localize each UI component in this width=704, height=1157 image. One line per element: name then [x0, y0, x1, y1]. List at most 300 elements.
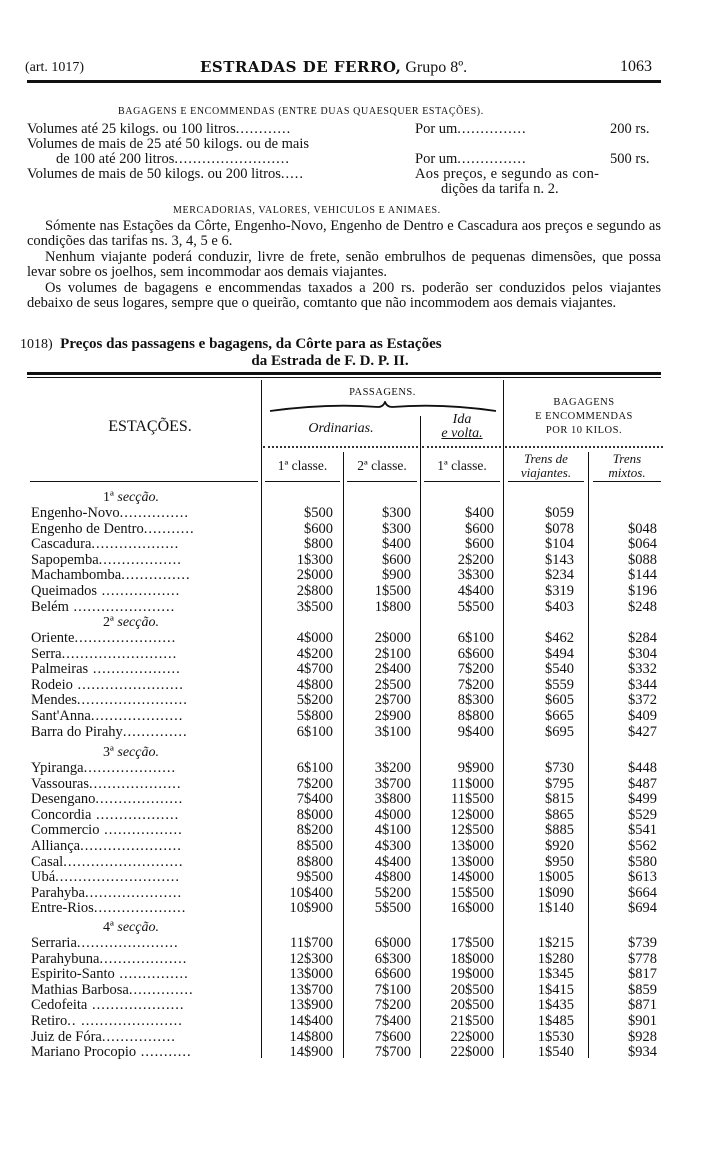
fare-1st-class: 10$900 [289, 900, 333, 917]
station-name [31, 506, 259, 521]
fare-return-1st-class: 14$000 [450, 869, 494, 886]
fare-return-1st-class: 21$500 [450, 1013, 494, 1029]
dot-leader: ............... [121, 568, 191, 584]
table-title-line-1: Preços das passagens e bagagens, da Côrte para as Estações [60, 336, 442, 352]
station-name [31, 855, 259, 870]
dot-leader: ................... [99, 951, 188, 967]
dot-leader: ..................... [84, 885, 183, 901]
fare-1st-class: 14$400 [289, 1013, 333, 1029]
section-ordinal: 3ª [103, 745, 114, 760]
header-bottom-rule [593, 481, 661, 482]
fare-1st-class: 2$000 [296, 567, 333, 584]
fare-2nd-class: 7$700 [374, 1044, 411, 1061]
dot-leader: .............. [128, 982, 194, 998]
dot-leader: ................ [101, 1029, 176, 1045]
fare-1st-class: 6$100 [296, 760, 333, 776]
baggage-passenger-trains: $730 [545, 760, 574, 776]
baggage-passenger-trains: $403 [545, 598, 574, 615]
baggage-passenger-trains: $104 [545, 536, 574, 553]
dot-leader: ............ [235, 121, 292, 137]
station-name [31, 1045, 259, 1060]
fare-1st-class: 2$800 [296, 583, 333, 599]
fare-return-1st-class: 7$200 [457, 676, 494, 693]
baggage-mixed-trains: $196 [628, 583, 657, 599]
station-label: Oriente [31, 631, 75, 646]
table-row [0, 1045, 704, 1060]
fare-2nd-class: 2$500 [374, 676, 411, 693]
table-title-line-2: da Estrada de F. D. P. II. [251, 353, 409, 369]
fare-return-1st-class: 20$500 [450, 997, 494, 1014]
fare-2nd-class: 4$800 [374, 869, 411, 886]
header-ordinarias: Ordinarias. [308, 421, 374, 436]
table-title [20, 336, 680, 369]
station-name [31, 886, 259, 901]
table-row [0, 693, 704, 708]
baggage-passenger-trains: 1$280 [537, 950, 574, 967]
station-label: Sant'Anna [31, 709, 91, 724]
header-volta: e volta. [441, 426, 483, 441]
fare-2nd-class: 2$700 [374, 692, 411, 709]
station-name [31, 693, 259, 708]
dot-leader: .................... [90, 709, 184, 724]
baggage-mixed-trains: $248 [628, 598, 657, 615]
fare-2nd-class: 2$400 [374, 661, 411, 678]
fare-return-1st-class: 6$600 [457, 645, 494, 662]
baggage-mixed-trains: $304 [628, 645, 657, 662]
station-name [31, 1030, 259, 1045]
station-name [31, 808, 259, 823]
station-name [31, 761, 259, 776]
fare-return-1st-class: $600 [465, 536, 494, 553]
station-name [31, 777, 259, 792]
table-row [0, 901, 704, 916]
dot-leader: ...................... [68, 599, 176, 615]
baggage-passenger-trains: $605 [545, 692, 574, 709]
baggage-mixed-trains: $048 [628, 520, 657, 537]
header-bottom-rule [30, 481, 258, 482]
table-row [0, 792, 704, 807]
fare-2nd-class: 3$800 [374, 791, 411, 808]
dot-leader: ................. [99, 823, 183, 839]
baggage-passenger-trains: $950 [545, 853, 574, 870]
dot-leader: ................... [91, 537, 180, 553]
dot-leader: ............... [457, 121, 527, 137]
station-name [31, 709, 259, 724]
baggage-mixed-trains: $928 [628, 1028, 657, 1045]
header-ida: Ida [452, 412, 472, 427]
header-col5-line1: Trens [612, 451, 642, 466]
station-label: Entre-Rios [31, 901, 94, 917]
baggage-passenger-trains: 1$540 [537, 1044, 574, 1061]
baggage-passenger-trains: 1$345 [537, 966, 574, 983]
fare-2nd-class: 4$000 [374, 806, 411, 823]
baggage-passenger-trains: $494 [545, 645, 574, 662]
station-name [31, 631, 259, 646]
table-row [0, 870, 704, 885]
station-name [31, 823, 259, 838]
dot-leader: .. ...................... [67, 1014, 183, 1029]
dot-leader: ........................... [55, 870, 181, 886]
station-label: Espirito-Santo [31, 967, 115, 983]
table-row [0, 1030, 704, 1045]
header-bottom-rule [347, 481, 417, 482]
station-label: Engenho de Dentro [31, 521, 144, 537]
fare-return-1st-class: 16$000 [450, 900, 494, 917]
baggage-mixed-trains: $778 [628, 950, 657, 967]
section-ordinal: 1ª [103, 490, 114, 505]
baggage-mixed-trains: $144 [628, 567, 657, 584]
table-row [0, 678, 704, 693]
fare-1st-class: 8$200 [296, 822, 333, 839]
dot-leader: ...................... [80, 839, 182, 854]
station-label: Serra [31, 646, 62, 662]
baggage-line-1-price: 200 rs. [610, 121, 650, 137]
header-bagagens-3: POR 10 KILOS. [545, 425, 623, 436]
section-label: secção. [113, 490, 159, 505]
fare-return-1st-class: 3$300 [457, 567, 494, 584]
baggage-mixed-trains: $664 [628, 884, 657, 901]
table-row [0, 983, 704, 998]
header-rule [27, 80, 661, 83]
header-col4-line1: Trens de [524, 451, 568, 466]
section-label: secção. [113, 745, 159, 760]
fare-1st-class: 13$700 [289, 981, 333, 998]
baggage-line-4 [27, 167, 304, 182]
fare-2nd-class: 6$000 [374, 935, 411, 951]
running-head-bold: ESTRADAS DE FERRO, [200, 58, 402, 76]
fare-2nd-class: 6$300 [374, 950, 411, 967]
dot-leader: ................... [88, 662, 181, 678]
baggage-mixed-trains: $562 [628, 838, 657, 854]
fare-1st-class: 4$200 [296, 645, 333, 662]
line-text: Volumes até 25 kilogs. ou 100 litros [27, 121, 236, 137]
dot-leader: ......................... [61, 646, 178, 662]
fare-return-1st-class: 17$500 [450, 935, 494, 951]
page-number: 1063 [620, 58, 652, 75]
station-name [31, 983, 259, 998]
section-ordinal: 4ª [103, 920, 114, 935]
station-name [31, 553, 259, 568]
baggage-mixed-trains: $448 [628, 760, 657, 776]
fare-1st-class: 1$300 [296, 551, 333, 568]
station-label: Retiro [31, 1014, 68, 1029]
baggage-line-4-rate: Aos preços, e segundo as con- [415, 166, 600, 182]
header-bottom-rule [424, 481, 500, 482]
baggage-mixed-trains: $344 [628, 676, 657, 693]
fare-1st-class: $500 [304, 505, 333, 521]
station-label: Ubá [31, 870, 56, 886]
table-row [0, 709, 704, 724]
baggage-mixed-trains: $871 [628, 997, 657, 1014]
paragraph: Sómente nas Estações da Côrte, Engenho-Novo, Engenho de Dentro e Cascadura aos preços e segundo as condições das tarifas ns. 3, 4, 5 e 6. [27, 218, 661, 250]
station-label: Mariano Procopio [31, 1045, 137, 1061]
table-row [0, 506, 704, 521]
fare-1st-class: 14$900 [289, 1044, 333, 1061]
section-heading [0, 490, 262, 506]
baggage-passenger-trains: $695 [545, 723, 574, 740]
fare-1st-class: 5$200 [296, 692, 333, 709]
baggage-mixed-trains: $529 [628, 806, 657, 823]
station-label: Belém [31, 599, 69, 615]
line-text: Volumes de mais de 50 kilogs. ou 200 litros [27, 166, 281, 182]
baggage-passenger-trains: 1$215 [537, 935, 574, 951]
header-col5-line2: mixtos. [608, 465, 646, 480]
section-heading [0, 745, 262, 761]
header-bagagens [504, 396, 664, 438]
table-top-rule [27, 372, 661, 375]
station-name [31, 936, 259, 951]
baggage-passenger-trains: $234 [545, 567, 574, 584]
fare-return-1st-class: 6$100 [457, 630, 494, 646]
dot-leader: ........... [136, 1045, 192, 1061]
baggage-mixed-trains: $409 [628, 708, 657, 724]
running-head-title [200, 58, 467, 77]
fare-1st-class: 8$800 [296, 853, 333, 870]
baggage-mixed-trains: $427 [628, 723, 657, 740]
fare-1st-class: 7$400 [296, 791, 333, 808]
baggage-line-5-rate: dições da tarifa n. 2. [441, 181, 559, 197]
fare-return-1st-class: 9$400 [457, 723, 494, 740]
fare-2nd-class: 1$500 [374, 583, 411, 599]
station-label: Serraria [31, 936, 77, 951]
baggage-passenger-trains: $865 [545, 806, 574, 823]
fare-return-1st-class: 5$500 [457, 598, 494, 615]
fare-return-1st-class: 18$000 [450, 950, 494, 967]
table-row [0, 584, 704, 599]
station-name [31, 568, 259, 583]
fare-2nd-class: 4$300 [374, 838, 411, 854]
wavy-rule [263, 443, 418, 448]
baggage-line-2: Volumes de mais de 25 até 50 kilogs. ou de mais [27, 136, 310, 152]
table-row [0, 855, 704, 870]
baggage-mixed-trains: $064 [628, 536, 657, 553]
station-label: Desengano [31, 792, 96, 808]
dot-leader: ......................... [174, 151, 291, 167]
wavy-rule [422, 443, 501, 448]
table-row [0, 808, 704, 823]
dot-leader: .......................... [63, 854, 184, 870]
station-label: Commercio [31, 823, 100, 839]
baggage-mixed-trains: $284 [628, 630, 657, 646]
fare-return-1st-class: $400 [465, 505, 494, 521]
table-row [0, 886, 704, 901]
baggage-mixed-trains: $901 [628, 1013, 657, 1029]
fare-2nd-class: 7$100 [374, 981, 411, 998]
dot-leader: .................. [98, 552, 182, 568]
station-name [31, 952, 259, 967]
station-label: Concordia [31, 807, 92, 823]
rate-label: Por um [415, 121, 458, 137]
fare-1st-class: 12$300 [289, 950, 333, 967]
station-name [31, 998, 259, 1013]
fare-1st-class: 14$800 [289, 1028, 333, 1045]
table-row [0, 537, 704, 552]
fare-return-1st-class: $600 [465, 520, 494, 537]
baggage-mixed-trains: $372 [628, 692, 657, 709]
station-name [31, 647, 259, 662]
station-name [31, 537, 259, 552]
station-name [31, 725, 259, 740]
rate-label: Por um [415, 151, 458, 167]
dot-leader: .................... [89, 776, 182, 792]
baggage-passenger-trains: $059 [545, 505, 574, 521]
fare-return-1st-class: 12$000 [450, 806, 494, 823]
fare-return-1st-class: 15$500 [450, 884, 494, 901]
fare-2nd-class: 2$000 [374, 630, 411, 646]
baggage-passenger-trains: 1$435 [537, 997, 574, 1014]
station-name [31, 600, 259, 615]
article-reference: (art. 1017) [25, 60, 85, 75]
station-label: Ypiranga [31, 761, 84, 776]
fare-return-1st-class: 12$500 [450, 822, 494, 839]
section-label: secção. [113, 615, 159, 630]
fare-return-1st-class: 9$900 [457, 760, 494, 776]
station-label: Cascadura [31, 537, 92, 553]
dot-leader: .................... [83, 761, 177, 776]
table-row [0, 967, 704, 982]
table-row [0, 761, 704, 776]
baggage-mixed-trains: $088 [628, 551, 657, 568]
baggage-mixed-trains: $580 [628, 853, 657, 870]
table-row [0, 1014, 704, 1029]
dot-leader: ............... [457, 151, 527, 167]
fare-return-1st-class: 13$000 [450, 838, 494, 854]
baggage-mixed-trains: $487 [628, 775, 657, 792]
table-row [0, 568, 704, 583]
paragraph: Os volumes de bagagens e encommendas taxados a 200 rs. poderão ser conduzidos pelos viajantes debaixo de seus logares, sempre que o queirão, comtanto que não incommodem aos demais viajantes. [27, 279, 661, 312]
baggage-passenger-trains: 1$415 [537, 981, 574, 998]
fare-return-1st-class: 19$000 [450, 966, 494, 983]
fare-2nd-class: 4$100 [374, 822, 411, 839]
fare-2nd-class: $300 [382, 505, 411, 521]
baggage-passenger-trains: $815 [545, 791, 574, 808]
line-text: de 100 até 200 litros [56, 151, 175, 167]
baggage-passenger-trains: 1$005 [537, 869, 574, 886]
baggage-passenger-trains: $319 [545, 583, 574, 599]
paragraph: Nenhum viajante poderá conduzir, livre de frete, senão embrulhos de pequenas dimensões, que possa levar sobre os joelhos, sem incommodar aos demais viajantes. [27, 248, 661, 281]
header-bagagens-2: E ENCOMMENDAS [535, 411, 633, 422]
dot-leader: ..... [280, 166, 305, 182]
fare-2nd-class: 5$200 [374, 884, 411, 901]
fare-return-1st-class: 20$500 [450, 981, 494, 998]
station-label: Cedofeita [31, 998, 88, 1014]
dot-leader: ............... [119, 506, 189, 521]
baggage-line-3 [56, 152, 290, 167]
table-row [0, 952, 704, 967]
station-name [31, 678, 259, 693]
fare-2nd-class: 7$600 [374, 1028, 411, 1045]
fare-1st-class: 4$700 [296, 661, 333, 678]
fare-1st-class: 5$800 [296, 708, 333, 724]
baggage-mixed-trains: $859 [628, 981, 657, 998]
baggage-mixed-trains: $694 [628, 900, 657, 917]
baggage-mixed-trains: $817 [628, 966, 657, 983]
station-label: Juiz de Fóra [31, 1029, 102, 1045]
fare-return-1st-class: 22$000 [450, 1044, 494, 1061]
header-col1: 1ª classe. [277, 458, 328, 473]
station-name [31, 839, 259, 854]
fare-return-1st-class: 2$200 [457, 551, 494, 568]
baggage-mixed-trains: $332 [628, 661, 657, 678]
station-label: Alliança [31, 839, 81, 854]
baggage-passenger-trains: 1$140 [537, 900, 574, 917]
fare-2nd-class: 7$200 [374, 997, 411, 1014]
baggage-passenger-trains: $795 [545, 775, 574, 792]
fare-2nd-class: $300 [382, 520, 411, 537]
table-row [0, 553, 704, 568]
baggage-passenger-trains: $462 [545, 630, 574, 646]
dot-leader: ...................... [74, 631, 177, 646]
fare-2nd-class: 2$100 [374, 645, 411, 662]
fare-1st-class: 4$800 [296, 676, 333, 693]
fare-2nd-class: 1$800 [374, 598, 411, 615]
dot-leader: ....................... [72, 677, 184, 693]
station-label: Queimados [31, 584, 98, 599]
baggage-passenger-trains: $143 [545, 551, 574, 568]
baggage-passenger-trains: 1$485 [537, 1013, 574, 1029]
station-name [31, 901, 259, 916]
baggage-passenger-trains: $559 [545, 676, 574, 693]
fare-2nd-class: 3$200 [374, 760, 411, 776]
baggage-mixed-trains: $934 [628, 1044, 657, 1061]
fare-2nd-class: $400 [382, 536, 411, 553]
fare-1st-class: $600 [304, 520, 333, 537]
station-label: Mendes [31, 693, 77, 709]
table-row [0, 936, 704, 951]
header-bottom-rule [508, 481, 584, 482]
section-ordinal: 2ª [103, 615, 114, 630]
fare-1st-class: 6$100 [296, 723, 333, 740]
header-bagagens-1: BAGAGENS [553, 397, 615, 408]
baggage-passenger-trains: 1$090 [537, 884, 574, 901]
station-label: Mathias Barbosa [31, 982, 129, 998]
table-row [0, 998, 704, 1013]
fare-return-1st-class: 4$400 [457, 583, 494, 599]
goods-heading: MERCADORIAS, VALORES, VEHICULOS E ANIMAES. [173, 205, 441, 216]
table-row [0, 662, 704, 677]
baggage-passenger-trains: 1$530 [537, 1028, 574, 1045]
fare-1st-class: 8$500 [296, 838, 333, 854]
section-label: secção. [113, 920, 159, 935]
baggage-line-1-rate [415, 122, 527, 137]
header-passagens: PASSAGENS. [349, 387, 416, 398]
table-row [0, 522, 704, 537]
fare-1st-class: $800 [304, 536, 333, 553]
fare-1st-class: 3$500 [296, 598, 333, 615]
table-top-rule-thin [27, 377, 661, 378]
wavy-rule [505, 443, 663, 448]
fare-1st-class: 10$400 [289, 884, 333, 901]
station-label: Machambomba [31, 568, 122, 584]
fare-return-1st-class: 8$800 [457, 708, 494, 724]
station-label: Engenho-Novo [31, 506, 120, 521]
dot-leader: ...................... [76, 936, 179, 951]
dot-leader: ............... [114, 967, 189, 983]
table-row [0, 647, 704, 662]
section-heading [0, 920, 262, 936]
station-label: Barra do Pirahy [31, 724, 123, 740]
baggage-mixed-trains: $541 [628, 822, 657, 839]
header-col4 [504, 452, 588, 480]
fare-2nd-class: 5$500 [374, 900, 411, 917]
goods-paragraphs [27, 219, 661, 311]
station-name [31, 584, 259, 599]
baggage-passenger-trains: $920 [545, 838, 574, 854]
header-col3: 1ª classe. [437, 458, 487, 473]
station-label: Parahyba [31, 885, 85, 901]
table-number: 1018) [20, 337, 53, 352]
table-row [0, 600, 704, 615]
